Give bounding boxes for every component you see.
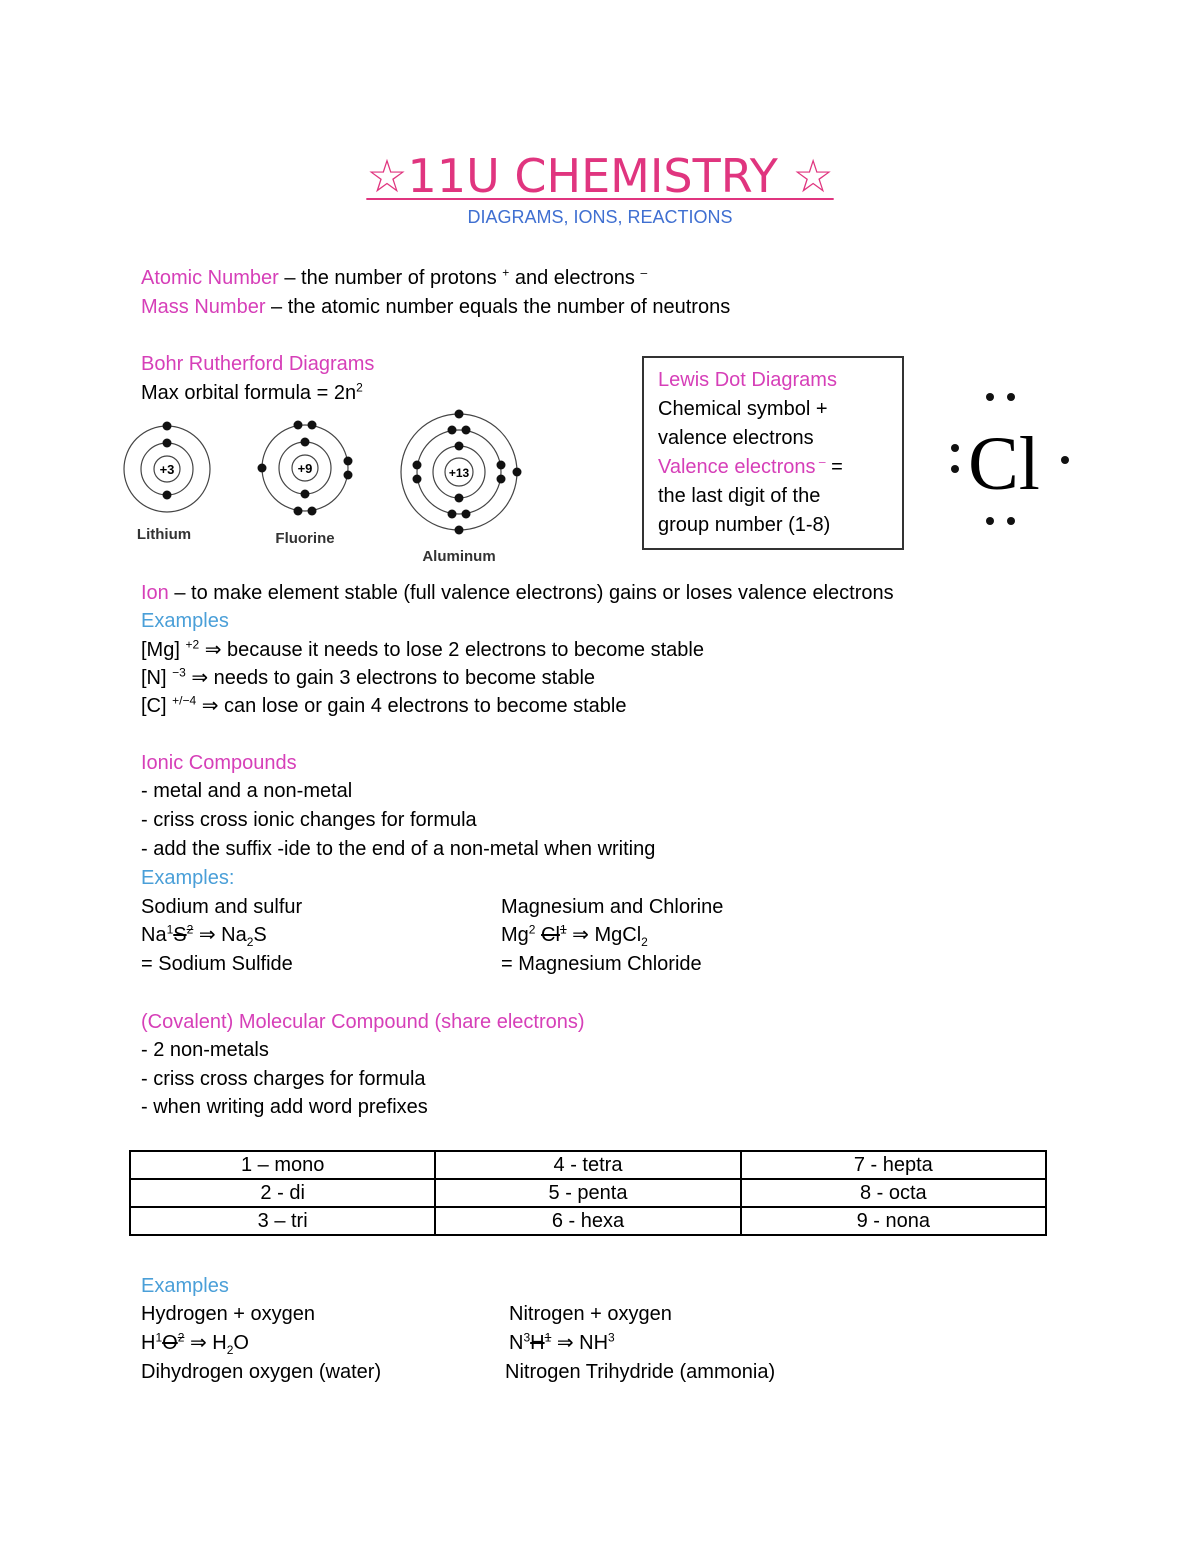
lewis-line-5: group number (1-8) bbox=[658, 514, 831, 536]
valence-dot bbox=[1007, 393, 1015, 401]
electron bbox=[455, 494, 464, 503]
molecular-example-1-formula: $H^1O^2$ ⇒ $H_2O$ bbox=[141, 1330, 249, 1357]
ionic-example-1-formula: $Na^1S^2$ ⇒ $Na_2S$ bbox=[141, 922, 267, 949]
lithium-diagram bbox=[124, 422, 210, 544]
ionic-point: - criss cross ionic changes for formula bbox=[141, 809, 477, 831]
electron bbox=[448, 510, 457, 519]
lithium-charge: +3 bbox=[159, 462, 175, 477]
lewis-dot-box bbox=[642, 356, 904, 550]
table-cell: 8 - octa bbox=[741, 1179, 1046, 1207]
ionic-point: - metal and a non-metal bbox=[141, 780, 353, 802]
ionic-example-2-name: Magnesium and Chlorine bbox=[501, 896, 724, 918]
covalent-point: - criss cross charges for formula bbox=[141, 1068, 426, 1090]
molecular-examples-heading: Examples bbox=[141, 1275, 229, 1297]
valence-dot bbox=[1061, 456, 1069, 464]
valence-definition bbox=[658, 453, 888, 482]
lithium-label: Lithium bbox=[136, 526, 192, 543]
valence-charge: – bbox=[815, 454, 826, 469]
table-cell: 1 – mono bbox=[130, 1151, 435, 1179]
ion-symbol: [C] bbox=[141, 695, 173, 717]
electron bbox=[163, 422, 172, 431]
table-cell: 9 - nona bbox=[741, 1207, 1046, 1235]
ion-label: Ion bbox=[141, 582, 169, 604]
table-row bbox=[130, 1207, 1046, 1235]
fluorine-label: Fluorine bbox=[275, 530, 335, 547]
electron bbox=[258, 464, 267, 473]
electron bbox=[497, 461, 506, 470]
atomic-number-text-2: and electrons bbox=[509, 267, 641, 289]
covalent-heading: (Covalent) Molecular Compound (share electrons) bbox=[141, 1011, 585, 1033]
electron bbox=[455, 410, 464, 419]
ion-definition bbox=[141, 579, 894, 607]
electron bbox=[294, 507, 303, 516]
electron bbox=[455, 442, 464, 451]
aluminum-charge: +13 bbox=[448, 466, 470, 480]
molecular-example-2-name: Nitrogen + oxygen bbox=[509, 1303, 672, 1325]
ionic-heading: Ionic Compounds bbox=[141, 752, 297, 774]
electron bbox=[455, 526, 464, 535]
table-cell: 7 - hepta bbox=[741, 1151, 1046, 1179]
valence-equals: = bbox=[825, 456, 843, 478]
bohr-formula bbox=[141, 379, 363, 407]
electron bbox=[497, 475, 506, 484]
electron bbox=[462, 510, 471, 519]
page-subtitle: DIAGRAMS, IONS, REACTIONS bbox=[467, 207, 733, 227]
mass-number-definition bbox=[141, 293, 730, 321]
electron bbox=[163, 491, 172, 500]
ion-explanation: ⇒ can lose or gain 4 electrons to become stable bbox=[196, 695, 627, 717]
ion-example-n bbox=[141, 664, 595, 692]
electron bbox=[344, 471, 353, 480]
electron bbox=[301, 490, 310, 499]
electron bbox=[344, 457, 353, 466]
molecular-example-1-name: Hydrogen + oxygen bbox=[141, 1303, 316, 1325]
valence-dot bbox=[951, 465, 959, 473]
ionic-example-2-formula: Mg$^2$ Cl$^1$ ⇒ MgCl$_2$ bbox=[501, 922, 648, 949]
ion-examples-heading: Examples bbox=[141, 610, 229, 632]
lewis-heading: Lewis Dot Diagrams bbox=[658, 369, 837, 391]
electron bbox=[462, 426, 471, 435]
ionic-example-1-result: = Sodium Sulfide bbox=[141, 953, 293, 975]
atomic-number-definition bbox=[141, 264, 647, 292]
mass-number-text: – the atomic number equals the number of neutrons bbox=[265, 296, 731, 318]
table-row bbox=[130, 1151, 1046, 1179]
table-cell: 2 - di bbox=[130, 1179, 435, 1207]
covalent-point: - when writing add word prefixes bbox=[141, 1096, 428, 1118]
chlorine-lewis-diagram bbox=[940, 385, 1080, 530]
valence-label: Valence electrons bbox=[658, 456, 816, 478]
ionic-point: - add the suffix -ide to the end of a non-metal when writing bbox=[141, 838, 656, 860]
ionic-examples-heading: Examples: bbox=[141, 867, 235, 889]
valence-dot bbox=[986, 393, 994, 401]
valence-dot bbox=[986, 517, 994, 525]
lewis-line-4: the last digit of the bbox=[658, 485, 821, 507]
electron bbox=[413, 461, 422, 470]
bohr-heading: Bohr Rutherford Diagrams bbox=[141, 353, 375, 375]
electron bbox=[448, 426, 457, 435]
chlorine-symbol: Cl bbox=[968, 422, 1040, 506]
electron bbox=[513, 468, 522, 477]
table-cell: 3 – tri bbox=[130, 1207, 435, 1235]
ion-charge: −3 bbox=[172, 665, 186, 680]
molecular-example-2-formula: $N^3H^1$ ⇒ $NH^3$ bbox=[509, 1330, 615, 1354]
atomic-number-label: Atomic Number bbox=[141, 267, 279, 289]
atomic-number-text: – the number of protons bbox=[278, 267, 503, 289]
bohr-formula-exponent: 2 bbox=[356, 380, 363, 395]
aluminum-label: Aluminum bbox=[422, 548, 496, 565]
table-row bbox=[130, 1179, 1046, 1207]
ion-symbol: [Mg] bbox=[141, 639, 186, 661]
page-title: ☆11U CHEMISTRY ☆ bbox=[366, 149, 834, 203]
electron bbox=[163, 439, 172, 448]
bohr-formula-text: Max orbital formula = 2n bbox=[141, 382, 357, 404]
electron bbox=[308, 507, 317, 516]
table-cell: 4 - tetra bbox=[435, 1151, 740, 1179]
lewis-line-2: valence electrons bbox=[658, 427, 814, 449]
ion-explanation: ⇒ needs to gain 3 electrons to become stable bbox=[185, 667, 596, 689]
ionic-example-1-name: Sodium and sulfur bbox=[141, 896, 303, 918]
table-cell: 6 - hexa bbox=[435, 1207, 740, 1235]
electron bbox=[294, 421, 303, 430]
molecular-example-2-result: Nitrogen Trihydride (ammonia) bbox=[505, 1361, 776, 1383]
molecular-example-1-result: Dihydrogen oxygen (water) bbox=[141, 1361, 382, 1383]
fluorine-charge: +9 bbox=[297, 461, 313, 476]
mass-number-label: Mass Number bbox=[141, 296, 266, 318]
electron bbox=[301, 438, 310, 447]
ion-charge: +/−4 bbox=[172, 693, 197, 708]
proton-charge: + bbox=[502, 265, 510, 280]
electron bbox=[308, 421, 317, 430]
covalent-point: - 2 non-metals bbox=[141, 1039, 269, 1061]
electron-charge: – bbox=[640, 265, 648, 280]
lewis-line-1: Chemical symbol + bbox=[658, 398, 828, 420]
ion-charge: +2 bbox=[185, 637, 200, 652]
ion-symbol: [N] bbox=[141, 667, 173, 689]
bohr-diagrams bbox=[110, 405, 550, 570]
fluorine-diagram bbox=[258, 421, 353, 548]
valence-dot bbox=[951, 444, 959, 452]
prefix-table bbox=[129, 1150, 1047, 1236]
valence-dot bbox=[1007, 517, 1015, 525]
ion-explanation: ⇒ because it needs to lose 2 electrons to become stable bbox=[199, 639, 704, 661]
table-cell: 5 - penta bbox=[435, 1179, 740, 1207]
ion-example-mg bbox=[141, 636, 704, 664]
ionic-example-2-result: = Magnesium Chloride bbox=[501, 953, 702, 975]
electron bbox=[413, 475, 422, 484]
ion-example-c bbox=[141, 692, 627, 720]
ion-text: – to make element stable (full valence electrons) gains or loses valence electrons bbox=[168, 582, 894, 604]
aluminum-diagram bbox=[401, 410, 522, 566]
